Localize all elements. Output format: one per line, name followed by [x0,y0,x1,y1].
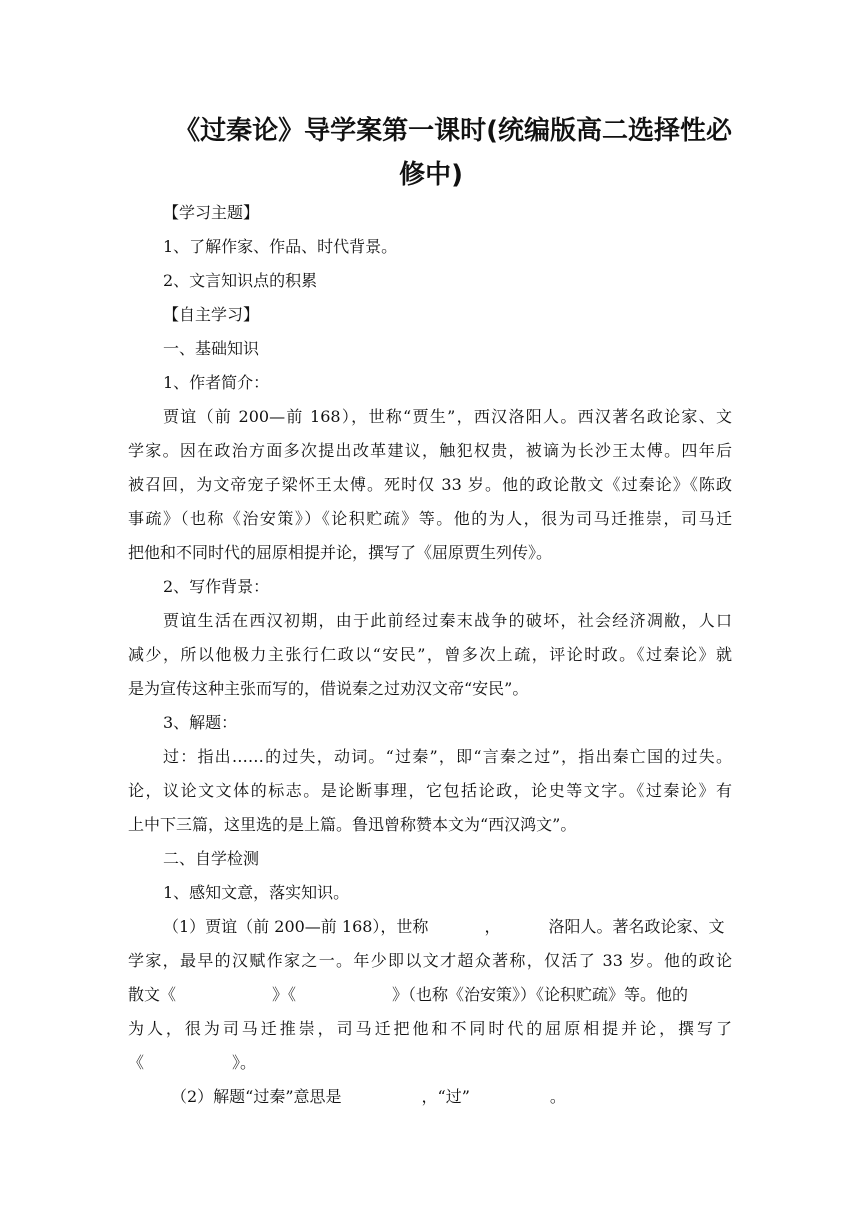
exercise-text: （1）贾谊（前 200—前 168），世称 [163,917,429,936]
exercise-text: 《 [128,1053,145,1072]
paragraph-line: 是为宣传这种主张而写的，借说秦之过劝汉文帝“安民”。 [128,679,529,698]
exercise-text: （2）解题“过秦”意思是 [171,1087,342,1106]
title-line-2: 修中) [399,160,463,190]
exercise-text: 洛阳人。著名政论家、文 [548,917,725,936]
item-comprehension: 1、感知文意，落实知识。 [163,883,350,902]
item-author-intro: 1、作者简介： [163,373,270,392]
item-title-explanation: 3、解题： [163,713,238,732]
paragraph-line: 贾谊（前 200—前 168），世称“贾生”，西汉洛阳人。西汉著名政论家、文 [163,407,732,426]
exercise-text: ，“过” [421,1087,470,1106]
paragraph-line: 把他和不同时代的屈原相提并论，撰写了《屈原贾生列传》。 [128,543,553,562]
exercise-text: 。 [549,1087,566,1106]
exercise-line [163,916,732,938]
item-writing-background: 2、写作背景： [163,577,270,596]
exercise-text: 》。 [232,1053,257,1072]
exercise-line [171,1086,775,1108]
paragraph-line: 事疏》（也称《治安策》）《论积贮疏》等。他的为人，很为司马迁推崇，司马迁 [128,509,732,528]
theme-item-1: 1、了解作家、作品、时代背景。 [163,237,398,256]
subheading-self-check: 二、自学检测 [163,849,260,868]
exercise-line: 学家，最早的汉赋作家之一。年少即以文才超众著称，仅活了 33 岁。他的政论 [128,951,732,970]
paragraph-line: 学家。因在政治方面多次提出改革建议，触犯权贵，被谪为长沙王太傅。四年后 [128,441,732,460]
paragraph-line: 过：指出……的过失，动词。“过秦”，即“言秦之过”，指出秦亡国的过失。 [163,747,732,766]
exercise-line [128,1052,732,1074]
exercise-line [128,984,732,1006]
subheading-basic-knowledge: 一、基础知识 [163,339,260,358]
exercise-text: 》（也称《治安策》）《论积贮疏》等。他的 [392,985,689,1004]
paragraph-line: 减少，所以他极力主张行仁政以“安民”，曾多次上疏，评论时政。《过秦论》就 [128,645,732,664]
section-heading-self-study: 【自主学习】 [163,305,260,324]
exercise-text: 》《 [272,985,297,1004]
paragraph-line: 被召回，为文帝宠子梁怀王太傅。死时仅 33 岁。他的政论散文《过秦论》《陈政 [128,475,732,494]
paragraph-line: 论，议论文文体的标志。是论断事理，它包括论政，论史等文字。《过秦论》有 [128,781,732,800]
title-line-1: 《过秦论》导学案第一课时(统编版高二选择性必 [174,116,732,146]
section-heading-study-theme: 【学习主题】 [163,203,260,222]
exercise-text: ， [484,917,501,936]
theme-item-2: 2、文言知识点的积累 [163,271,318,290]
paragraph-line: 贾谊生活在西汉初期，由于此前经过秦末战争的破坏，社会经济凋敝，人口 [163,611,732,630]
exercise-line: 为人，很为司马迁推崇，司马迁把他和不同时代的屈原相提并论，撰写了 [128,1019,732,1038]
paragraph-line: 上中下三篇，这里选的是上篇。鲁迅曾称赞本文为“西汉鸿文”。 [128,815,577,834]
exercise-text: 散文《 [128,985,177,1004]
